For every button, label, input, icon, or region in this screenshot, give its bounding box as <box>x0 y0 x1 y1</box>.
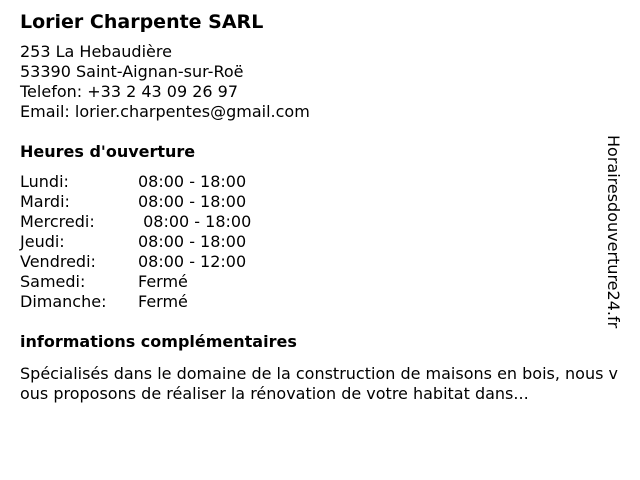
address-line-1: 253 La Hebaudière <box>20 42 172 61</box>
business-card <box>20 10 623 404</box>
site-watermark: Horairesdouverture24.fr <box>604 135 623 329</box>
hours-row-tuesday <box>20 192 620 212</box>
additional-info-heading: informations complémentaires <box>20 332 297 351</box>
hours-row-friday <box>20 252 620 272</box>
hours-time: Fermé <box>138 272 188 291</box>
hours-day: Dimanche: <box>20 292 107 311</box>
hours-row-thursday <box>20 232 620 252</box>
address-block <box>20 42 620 122</box>
opening-hours-table <box>20 172 620 312</box>
hours-day: Mardi: <box>20 192 70 211</box>
hours-day: Mercredi: <box>20 212 95 231</box>
hours-day: Samedi: <box>20 272 86 291</box>
hours-day: Lundi: <box>20 172 69 191</box>
hours-row-sunday <box>20 292 620 312</box>
opening-hours-heading: Heures d'ouverture <box>20 142 196 161</box>
hours-day: Jeudi: <box>20 232 65 251</box>
hours-time: 08:00 - 18:00 <box>138 172 247 191</box>
hours-time: 08:00 - 18:00 <box>138 232 247 251</box>
business-name: Lorier Charpente SARL <box>20 11 264 33</box>
address-line-2: 53390 Saint-Aignan-sur-Roë <box>20 62 244 81</box>
hours-time: Fermé <box>138 292 188 311</box>
hours-time: 08:00 - 12:00 <box>138 252 247 271</box>
hours-row-wednesday <box>20 212 620 232</box>
email-line: Email: lorier.charpentes@gmail.com <box>20 102 310 121</box>
hours-day: Vendredi: <box>20 252 96 271</box>
business-description: Spécialisés dans le domaine de la construction de maisons en bois, nous vous proposons de réaliser la rénovation de votre habitat dans... <box>20 364 618 403</box>
hours-time: 08:00 - 18:00 <box>138 192 247 211</box>
hours-row-saturday <box>20 272 620 292</box>
hours-time: 08:00 - 18:00 <box>138 212 252 231</box>
phone-line: Telefon: +33 2 43 09 26 97 <box>20 82 239 101</box>
hours-row-monday <box>20 172 620 192</box>
